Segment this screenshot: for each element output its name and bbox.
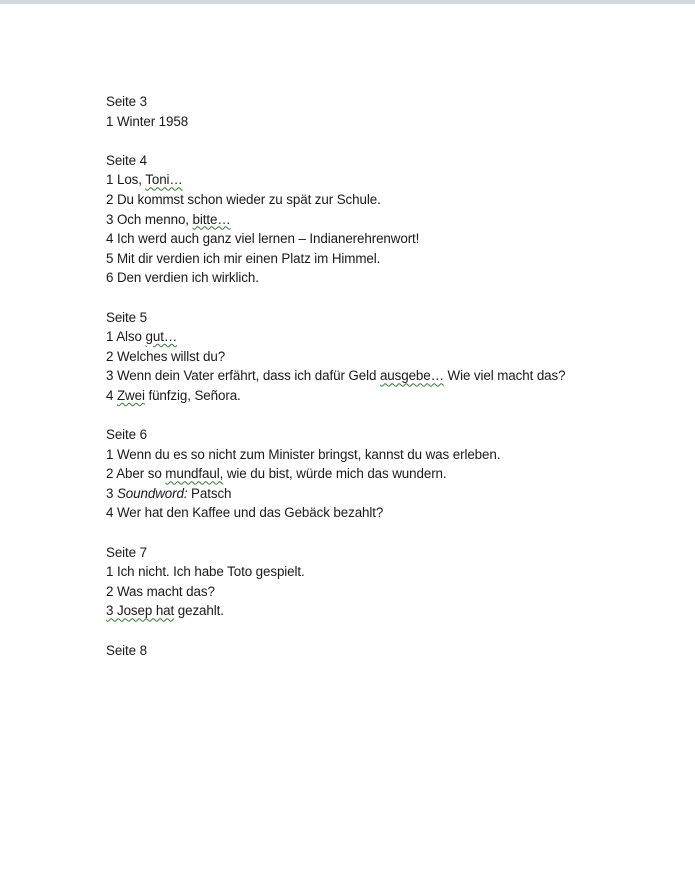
text-line	[106, 229, 606, 249]
section-heading: Seite 6	[106, 427, 147, 443]
text-line	[106, 347, 606, 367]
section-seite-5	[106, 308, 606, 406]
section-heading: Seite 8	[106, 642, 147, 658]
line-text: 2 Was macht das?	[106, 583, 215, 599]
text-line	[106, 190, 606, 210]
line-text: 3 Wenn dein Vater erfährt, dass ich dafür Geld	[106, 368, 380, 384]
document-page	[106, 92, 606, 680]
line-text: 2 Du kommst schon wieder zu spät zur Schule.	[106, 191, 381, 207]
section-seite-6	[106, 425, 606, 523]
line-text: 4 Ich werd auch ganz viel lernen – Indianerehrenwort!	[106, 231, 420, 247]
section-heading: Seite 3	[106, 94, 147, 109]
text-line	[106, 112, 606, 132]
line-text: 1 Los,	[106, 172, 146, 188]
section-seite-3	[106, 92, 606, 131]
line-text: 5 Mit dir verdien ich mir einen Platz im Himmel.	[106, 250, 381, 266]
text-line	[106, 464, 606, 484]
text-line	[106, 170, 606, 190]
section-seite-4	[106, 151, 606, 288]
line-text: 3 Och menno,	[106, 211, 193, 227]
line-text: gezahlt.	[174, 603, 224, 619]
line-text: 2 Welches willst du?	[106, 348, 226, 364]
section-heading: Seite 7	[106, 544, 147, 560]
spellcheck-flagged-word[interactable]: Toni…	[145, 172, 183, 188]
section-seite-7	[106, 543, 606, 621]
spellcheck-flagged-word[interactable]: ausgebe…	[379, 368, 444, 384]
line-text: 1 Also	[106, 329, 146, 345]
text-line	[106, 210, 606, 230]
spellcheck-flagged-word[interactable]: mundfaul,	[165, 466, 224, 482]
line-text: 4	[106, 387, 117, 403]
line-text: 1 Ich nicht. Ich habe Toto gespielt.	[106, 564, 305, 580]
spellcheck-flagged-word[interactable]: gut…	[145, 329, 178, 345]
spellcheck-flagged-word[interactable]: Zwei	[116, 387, 145, 403]
spellcheck-flagged-word[interactable]: 3 Josep hat	[106, 603, 175, 619]
section-heading: Seite 4	[106, 152, 147, 168]
line-text: Patsch	[187, 485, 232, 501]
text-line	[106, 484, 606, 504]
window-top-border	[0, 0, 695, 4]
line-text: 4 Wer hat den Kaffee und das Gebäck bezahlt?	[106, 505, 384, 521]
spellcheck-flagged-word[interactable]: bitte…	[192, 211, 231, 227]
line-text: Wie viel macht das?	[443, 368, 566, 384]
section-seite-8	[106, 641, 606, 661]
text-line	[106, 582, 606, 602]
line-text: fünfzig, Señora.	[144, 387, 241, 403]
text-line	[106, 268, 606, 288]
text-line	[106, 366, 588, 386]
line-text: 1 Winter 1958	[106, 113, 189, 129]
line-text: 3	[106, 485, 117, 501]
line-text: 2 Aber so	[106, 466, 166, 482]
text-line	[106, 445, 606, 465]
text-line	[106, 503, 606, 523]
text-line	[106, 249, 606, 269]
line-text: wie du bist, würde mich das wundern.	[223, 466, 447, 482]
line-text: 6 Den verdien ich wirklich.	[106, 270, 259, 286]
italic-label: Soundword:	[116, 485, 188, 501]
line-text: 1 Wenn du es so nicht zum Minister bringst, kannst du was erleben.	[106, 446, 501, 462]
text-line	[106, 601, 606, 621]
section-heading: Seite 5	[106, 309, 147, 325]
text-line	[106, 562, 606, 582]
text-line	[106, 386, 606, 406]
text-line	[106, 327, 606, 347]
